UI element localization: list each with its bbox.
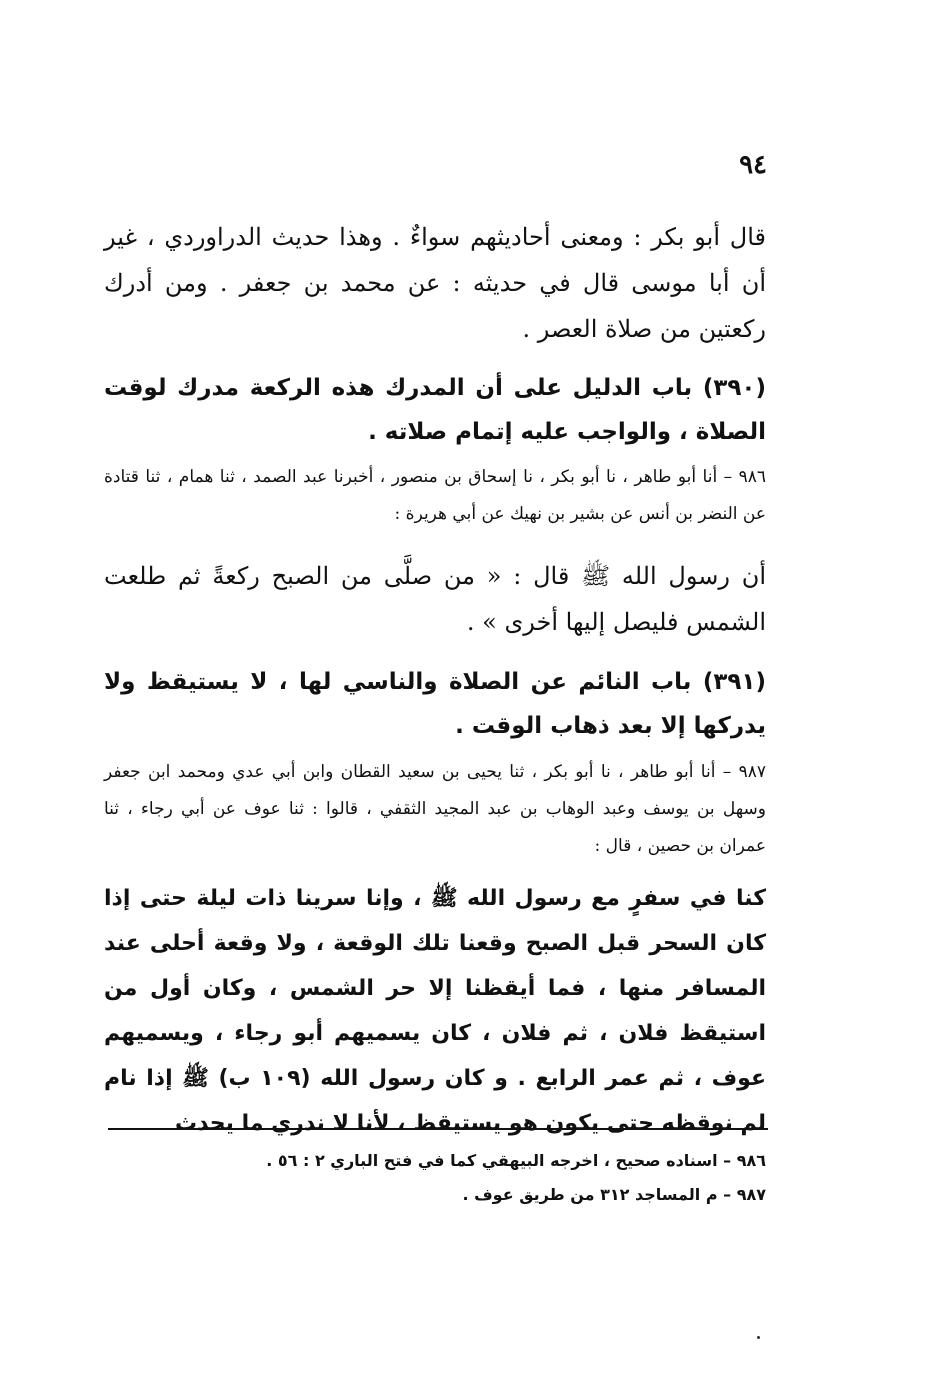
scan-speck: [757, 1336, 760, 1339]
hadith-chain-987: ٩٨٧ – أنا أبو طاهر ، نا أبو بكر ، ثنا يحيى بن سعيد القطان وابن أبي عدي ومحمد ابن جعفر وسهل بن يوسف وعبد الوهاب بن عبد المجيد الثقفي ، قالوا : ثنا عوف عن أبي رجاء ، ثنا عمران بن حصين ، قال :: [104, 762, 766, 856]
page-number: ٩٤: [739, 150, 767, 180]
footnote-separator: [108, 1128, 768, 1130]
hadith-text-987: كنا في سفرٍ مع رسول الله ﷺ ، وإنا سرينا ذات ليلة حتى إذا كان السحر قبل الصبح وقعنا تلك الوقعة ، ولا وقعة أحلى عند المسافر منها ، فما أيقظنا إلا حر الشمس ، وكان أول من استيقظ فلان ، ثم فلان ، كان يسميهم أبو رجاء ، ويسميهم عوف ، ثم عمر الرابع . و كان رسول الله (١٠٩ ب) ﷺ إذا نام لم نوقظه حتى يكون هو يستيقظ ، لأنا لا ندري ما يحدث: [104, 886, 766, 1136]
chapter-heading-390: (٣٩٠) باب الدليل على أن المدرك هذه الركعة مدرك لوقت الصلاة ، والواجب عليه إتمام صلاته .: [104, 375, 766, 445]
chapter-heading-391: (٣٩١) باب النائم عن الصلاة والناسي لها ، لا يستيقظ ولا يدركها إلا بعد ذهاب الوقت .: [104, 669, 766, 739]
hadith-chain-986: ٩٨٦ – أنا أبو طاهر ، نا أبو بكر ، نا إسحاق بن منصور ، أخبرنا عبد الصمد ، ثنا همام ، ثنا قتادة عن النضر بن أنس عن بشير بن نهيك عن أبي هريرة :: [104, 467, 766, 524]
footnote-987: ٩٨٧ – م المساجد ٣١٢ من طريق عوف .: [462, 1185, 766, 1204]
hadith-text-986: أن رسول الله ﷺ قال : « من صلَّى من الصبح ركعةً ثم طلعت الشمس فليصل إليها أخرى » .: [104, 562, 766, 636]
paragraph-intro: قال أبو بكر : ومعنى أحاديثهم سواءٌ . وهذا حديث الدراوردي ، غير أن أبا موسى قال في حديثه : عن محمد بن جعفر . ومن أدرك ركعتين من صلاة العصر .: [104, 223, 766, 343]
footnote-986: ٩٨٦ – اسناده صحيح ، اخرجه البيهقي كما في فتح الباري ٢ : ٥٦ .: [266, 1151, 766, 1170]
